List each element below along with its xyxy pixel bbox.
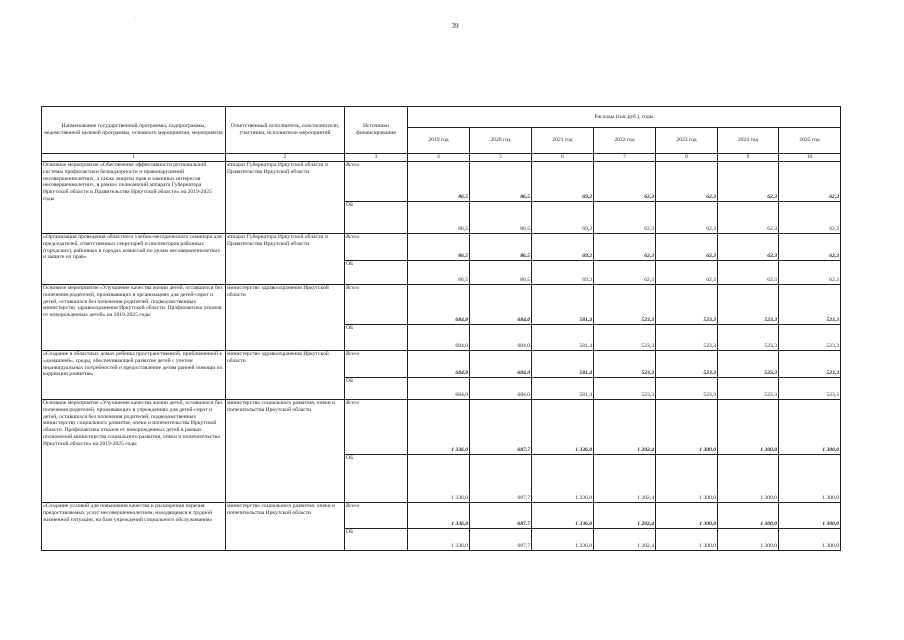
- table-row: [42, 351, 841, 378]
- header-year: 2021 год: [532, 128, 594, 154]
- scan-mark: ·: [135, 16, 137, 21]
- source-ob-label: ОБ: [345, 529, 408, 551]
- value-ob: 62,3: [718, 202, 779, 234]
- value-total: 1 202,4: [594, 400, 656, 455]
- value-total: 1 300,0: [656, 503, 718, 529]
- activity-name: Основное мероприятие «Улучшение качества жизни детей, оставшихся без попечения родителей, проживающих в организациях для детей-сирот и детей, оставшихся без попечения родителей, подведомственных министерству здравоохранения Иркутской области. Профилактика отказов от новорожденных детей» на 2019-2025 годы: [42, 285, 226, 351]
- value-total: 86,5: [408, 162, 470, 202]
- executor: министерство здравоохранения Иркутской области: [226, 285, 345, 351]
- value-total: 1 336,0: [408, 400, 470, 455]
- column-number: 3: [345, 154, 408, 162]
- value-ob: 1 300,0: [656, 529, 718, 551]
- value-total: 687,7: [470, 503, 532, 529]
- value-total: 581,4: [532, 285, 594, 325]
- value-total: 62,3: [656, 234, 718, 261]
- value-ob: 523,3: [779, 378, 841, 400]
- value-total: 1 336,0: [532, 400, 594, 455]
- header-name: Наименование государственной программы, подпрограммы, ведомственной целевой программы, основного мероприятия, мероприятия: [42, 107, 226, 154]
- value-total: 86,5: [408, 234, 470, 261]
- table-row: [42, 234, 841, 261]
- value-ob: 69,2: [532, 261, 594, 285]
- value-ob: 684,0: [408, 378, 470, 400]
- value-ob: 684,0: [470, 325, 532, 351]
- value-total: 523,3: [594, 351, 656, 378]
- value-total: 69,2: [532, 234, 594, 261]
- value-ob: 86,5: [408, 261, 470, 285]
- value-total: 581,4: [532, 351, 594, 378]
- value-ob: 62,3: [656, 202, 718, 234]
- value-total: 523,3: [779, 351, 841, 378]
- executor: министерство социального развития, опеки и попечительства Иркутской области: [226, 503, 345, 551]
- source-total-label: Всего: [345, 234, 408, 261]
- value-ob: 1 336,0: [532, 529, 594, 551]
- activity-name: «Создание в областных домах ребенка пространственной, приближенной к «домашней», среды, обеспечивающей развитие детей с учетом индивидуальных потребностей и предоставление детям ранней помощи по коррекции развития»: [42, 351, 226, 400]
- value-ob: 684,0: [408, 325, 470, 351]
- value-total: 1 202,4: [594, 503, 656, 529]
- value-ob: 86,5: [470, 202, 532, 234]
- value-ob: 1 202,4: [594, 529, 656, 551]
- source-ob-label: ОБ: [345, 455, 408, 503]
- column-number: 6: [532, 154, 594, 162]
- budget-table: [41, 106, 841, 551]
- value-total: 62,3: [779, 234, 841, 261]
- column-number: 4: [408, 154, 470, 162]
- source-total-label: Всего: [345, 162, 408, 202]
- column-number: 10: [779, 154, 841, 162]
- value-total: 1 300,0: [656, 400, 718, 455]
- source-ob-label: ОБ: [345, 325, 408, 351]
- value-total: 523,3: [656, 351, 718, 378]
- column-number: 9: [718, 154, 779, 162]
- value-ob: 581,4: [532, 378, 594, 400]
- column-numbers-row: [42, 154, 841, 162]
- value-total: 62,3: [718, 234, 779, 261]
- value-ob: 687,7: [470, 529, 532, 551]
- value-ob: 1 300,0: [718, 455, 779, 503]
- value-ob: 1 300,0: [656, 455, 718, 503]
- value-ob: 523,3: [656, 378, 718, 400]
- value-ob: 1 300,0: [779, 455, 841, 503]
- executor: аппарат Губернатора Иркутской области и Правительства Иркутской области: [226, 162, 345, 234]
- header-year: 2019 год: [408, 128, 470, 154]
- value-total: 62,3: [718, 162, 779, 202]
- value-total: 62,3: [779, 162, 841, 202]
- value-ob: 1 336,0: [532, 455, 594, 503]
- header-year: 2025 год: [779, 128, 841, 154]
- value-total: 1 300,0: [779, 400, 841, 455]
- column-number: 8: [656, 154, 718, 162]
- value-ob: 1 336,0: [408, 455, 470, 503]
- executor: министерство здравоохранения Иркутской области: [226, 351, 345, 400]
- header-executor: Ответственный исполнитель, соисполнители, участники, исполнители мероприятий: [226, 107, 345, 154]
- activity-name: Основное мероприятие «Обеспечение эффективности региональной системы профилактики безнадзорности и правонарушений несовершеннолетних, а также защиты прав и законных интересов несовершеннолетних, в рамках полномочий аппарата Губернатора Иркутской области и Правительства Иркутской области» на 2019-2025 годы: [42, 162, 226, 234]
- column-number: 2: [226, 154, 345, 162]
- table-row: [42, 400, 841, 455]
- value-total: 1 300,0: [718, 400, 779, 455]
- header-year: 2022 год: [594, 128, 656, 154]
- value-ob: 687,7: [470, 455, 532, 503]
- value-total: 684,0: [470, 285, 532, 325]
- column-number: 1: [42, 154, 226, 162]
- value-ob: 62,3: [779, 202, 841, 234]
- column-number: 5: [470, 154, 532, 162]
- value-ob: 1 300,0: [718, 529, 779, 551]
- value-ob: 523,3: [718, 325, 779, 351]
- table-row: [42, 285, 841, 325]
- value-total: 62,3: [656, 162, 718, 202]
- value-ob: 62,3: [718, 261, 779, 285]
- table-row: [42, 162, 841, 202]
- value-total: 86,5: [470, 162, 532, 202]
- value-total: 86,5: [470, 234, 532, 261]
- value-ob: 1 300,0: [779, 529, 841, 551]
- value-ob: 581,4: [532, 325, 594, 351]
- source-ob-label: ОБ: [345, 378, 408, 400]
- column-number: 7: [594, 154, 656, 162]
- value-ob: 62,3: [594, 261, 656, 285]
- source-total-label: Всего: [345, 503, 408, 529]
- value-total: 684,0: [408, 285, 470, 325]
- value-total: 1 336,0: [408, 503, 470, 529]
- value-total: 523,3: [594, 285, 656, 325]
- value-total: 69,2: [532, 162, 594, 202]
- value-ob: 523,3: [594, 378, 656, 400]
- header-expenses: Расходы (тыс.руб.), годы: [408, 107, 841, 128]
- value-total: 523,3: [656, 285, 718, 325]
- value-total: 687,7: [470, 400, 532, 455]
- value-total: 1 300,0: [718, 503, 779, 529]
- page-number: 39: [451, 22, 459, 30]
- value-total: 523,3: [779, 285, 841, 325]
- value-total: 1 336,0: [532, 503, 594, 529]
- executor: аппарат Губернатора Иркутской области и Правительства Иркутской области: [226, 234, 345, 285]
- value-ob: 62,3: [656, 261, 718, 285]
- value-ob: 62,3: [779, 261, 841, 285]
- table-row: [42, 503, 841, 529]
- value-total: 62,3: [594, 234, 656, 261]
- value-total: 523,3: [718, 285, 779, 325]
- activity-name: Основное мероприятие «Улучшение качества жизни детей, оставшихся без попечения родителей, проживающих в учреждениях для детей-сирот и детей, оставшихся без попечения родителей, подведомственных министерству социального развития, опеки и попечительства Иркутской области. Профилактика отказов от новорожденных детей в рамках полномочий министерства социального развития, опеки и попечительства Иркутской области» на 2019-2025 годы: [42, 400, 226, 503]
- header-year: 2024 год: [718, 128, 779, 154]
- value-ob: 523,3: [718, 378, 779, 400]
- value-ob: 1 336,0: [408, 529, 470, 551]
- value-total: 684,0: [408, 351, 470, 378]
- source-total-label: Всего: [345, 400, 408, 455]
- value-ob: 684,0: [470, 378, 532, 400]
- value-ob: 86,5: [470, 261, 532, 285]
- activity-name: «Организация проведения областного учебно-методического семинара для председателей, ответственных секретарей и инспекторов районных (городских), районных в городах комиссий по делам несовершеннолетних и защите их прав»: [42, 234, 226, 285]
- header-year: 2020 год: [470, 128, 532, 154]
- value-total: 1 300,0: [779, 503, 841, 529]
- value-total: 62,3: [594, 162, 656, 202]
- source-ob-label: ОБ: [345, 202, 408, 234]
- value-ob: 69,2: [532, 202, 594, 234]
- source-ob-label: ОБ: [345, 261, 408, 285]
- value-total: 684,0: [470, 351, 532, 378]
- value-ob: 523,3: [656, 325, 718, 351]
- source-total-label: Всего: [345, 285, 408, 325]
- source-total-label: Всего: [345, 351, 408, 378]
- header-source: Источники финансирования: [345, 107, 408, 154]
- activity-name: «Создание условий для повышения качества и расширения перечня предоставляемых услуг несовершеннолетним, находящимся в трудной жизненной ситуации, на базе учреждений социального обслуживания»: [42, 503, 226, 551]
- value-total: 523,3: [718, 351, 779, 378]
- value-ob: 86,5: [408, 202, 470, 234]
- value-ob: 62,3: [594, 202, 656, 234]
- value-ob: 523,3: [779, 325, 841, 351]
- table-body: [42, 162, 841, 551]
- executor: министерство социального развития, опеки и попечительства Иркутской области: [226, 400, 345, 503]
- value-ob: 1 202,4: [594, 455, 656, 503]
- value-ob: 523,3: [594, 325, 656, 351]
- header-year: 2023 год: [656, 128, 718, 154]
